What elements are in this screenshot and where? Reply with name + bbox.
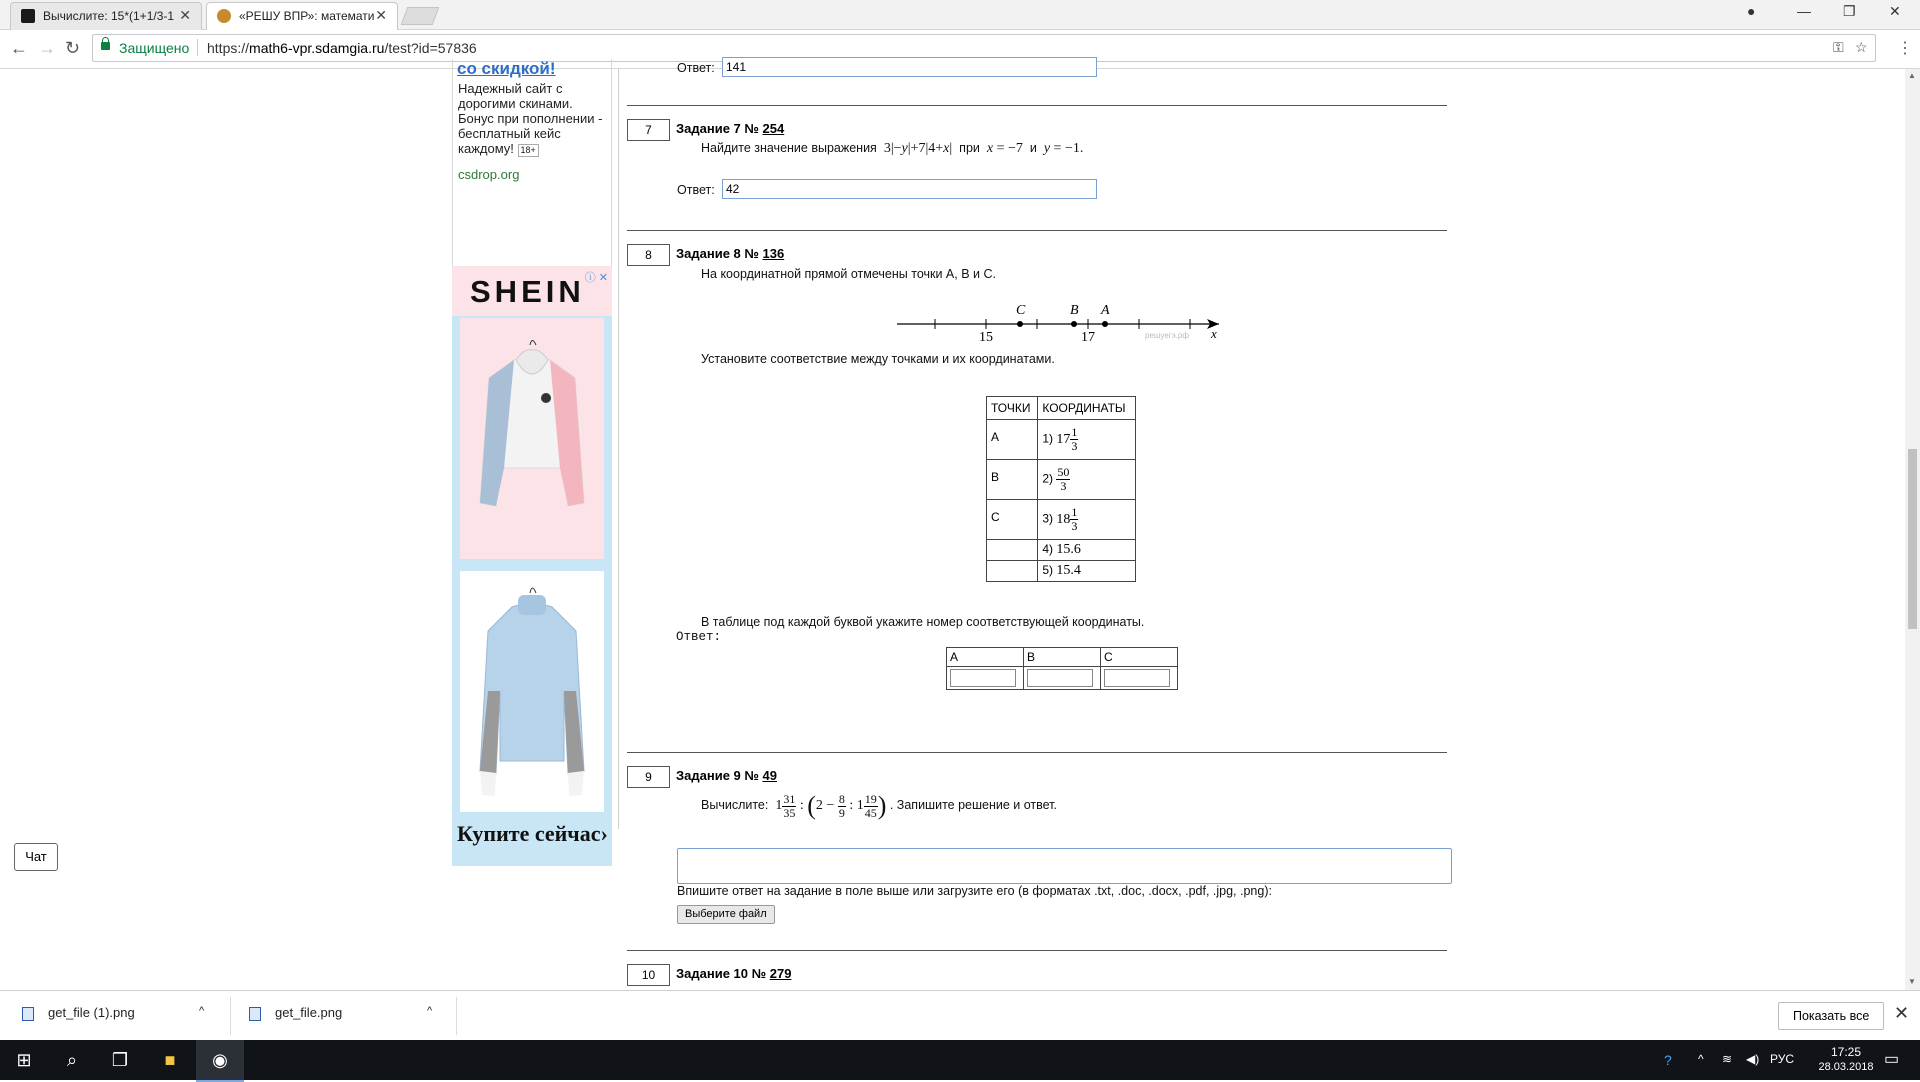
ad-shein[interactable]	[452, 266, 612, 866]
answer-table	[946, 647, 1178, 690]
chevron-up-icon[interactable]: ^	[1698, 1052, 1704, 1066]
download-item[interactable]: get_file.png	[275, 1005, 343, 1020]
ad-cta[interactable]: Купите сейчас›	[457, 821, 608, 846]
task-link[interactable]: 136	[762, 246, 785, 261]
secure-label: Защищено	[119, 40, 190, 56]
task-link[interactable]: 49	[762, 768, 777, 783]
window-close-icon[interactable]: ✕	[1889, 3, 1901, 19]
mixed-number: 17 $\frac{1}{3}$	[1056, 425, 1078, 453]
ad-link[interactable]: csdrop.org	[458, 167, 520, 182]
axis-label: x	[1211, 326, 1217, 341]
tab-reshu-vpr[interactable]	[206, 2, 398, 30]
upload-hint: Впишите ответ на задание в поле выше или загрузите его (в форматах .txt, .doc, .docx, .pdf, .jpg, .png):	[677, 884, 1272, 898]
task-title	[676, 246, 784, 261]
coord-cell	[1038, 561, 1136, 582]
bookmark-star-icon[interactable]: ☆	[1855, 39, 1868, 55]
ad-csdrop[interactable]	[452, 59, 612, 296]
image-file-icon	[249, 1007, 261, 1021]
show-all-button[interactable]: Показать все	[1778, 1002, 1884, 1030]
table-row	[987, 561, 1136, 582]
page-content	[0, 59, 1905, 990]
scroll-up-icon[interactable]: ▲	[1908, 71, 1916, 80]
forward-icon[interactable]: →	[38, 38, 56, 58]
answer-input[interactable]: 42	[722, 179, 1097, 199]
separator	[627, 950, 1447, 951]
answer-cell	[947, 667, 1024, 690]
tick-label: 15	[979, 330, 993, 345]
url-host: math6-vpr.sdamgia.ru	[249, 40, 385, 56]
page-scrollbar[interactable]	[1905, 69, 1920, 990]
point-label-b: B	[1070, 303, 1079, 318]
help-icon[interactable]: ?	[1664, 1052, 1672, 1068]
divider	[456, 997, 457, 1035]
point-label-a: A	[1101, 303, 1110, 318]
point-b	[1071, 321, 1077, 327]
ad-text-body: Надежный сайт с дорогими скинами. Бонус при пополнении - бесплатный кейс каждому!	[458, 81, 603, 156]
task-note: В таблице под каждой буквой укажите номер соответствующей координаты.	[701, 615, 1145, 629]
column-header: ТОЧКИ	[987, 397, 1038, 420]
age-badge: 18+	[518, 144, 539, 157]
fraction: $\frac{1}{3}$	[1071, 425, 1078, 453]
tick-label: 17	[1081, 330, 1095, 345]
windows-start-icon[interactable]: ⊞	[16, 1050, 32, 1070]
wifi-icon[interactable]: ≋	[1722, 1052, 1733, 1066]
answer-col-header: A	[947, 648, 1024, 667]
chrome-icon[interactable]: ◉	[196, 1040, 244, 1082]
task-text: Вычислите:	[701, 798, 769, 813]
task-instruction: Установите соответствие между точками и их координатами.	[701, 352, 1055, 366]
url-scheme: https://	[207, 40, 250, 56]
option-number: 5)	[1042, 563, 1054, 577]
option-value: 15.6	[1056, 542, 1081, 557]
fraction: $\frac{1}{3}$	[1071, 505, 1078, 533]
url-path: /test?id=57836	[384, 40, 477, 56]
separator	[627, 752, 1447, 753]
tab-calc[interactable]	[10, 2, 202, 30]
tab-title: «РЕШУ ВПР»: математи	[239, 9, 375, 23]
ad-headline[interactable]: со скидкой!	[457, 59, 556, 78]
option-number: 4)	[1042, 542, 1054, 556]
choose-file-button[interactable]: Выберите файл	[677, 905, 775, 924]
task-number: 9	[627, 766, 670, 788]
point-a	[1102, 321, 1108, 327]
fraction: $\frac{50}{3}$	[1057, 465, 1070, 493]
answer-input-a[interactable]	[950, 669, 1016, 687]
windows-taskbar	[0, 1040, 1920, 1080]
key-icon[interactable]: ⚿	[1833, 39, 1844, 55]
point-cell: A	[987, 420, 1038, 460]
tab-favicon	[21, 9, 35, 23]
task-text: На координатной прямой отмечены точки A, B и C.	[701, 267, 996, 281]
download-bar	[0, 990, 1920, 1041]
number-line	[895, 294, 1225, 344]
watermark: решуегэ.рф	[1145, 331, 1189, 340]
option-value: 15.4	[1056, 563, 1081, 578]
divider	[197, 39, 198, 56]
user-icon[interactable]: ●	[1747, 3, 1756, 19]
back-icon[interactable]: ←	[10, 38, 28, 58]
clock[interactable]	[1816, 1045, 1876, 1073]
task-link[interactable]: 254	[762, 121, 785, 136]
table-row	[987, 420, 1136, 460]
close-icon[interactable]: ✕	[375, 7, 387, 23]
notification-icon[interactable]: ▭	[1884, 1051, 1900, 1068]
task-text: и	[1029, 141, 1037, 155]
task-text: при	[959, 141, 980, 155]
clock-date: 28.03.2018	[1818, 1061, 1874, 1073]
task-title-text: Задание 7 №	[676, 121, 759, 136]
reload-icon[interactable]: ↻	[65, 38, 81, 58]
condition-x: x = −7	[986, 141, 1027, 156]
close-icon[interactable]: ✕	[179, 7, 191, 23]
point-cell: B	[987, 460, 1038, 500]
clock-time: 17:25	[1830, 1045, 1862, 1059]
url-text	[207, 40, 477, 56]
language-indicator[interactable]: РУС	[1770, 1052, 1795, 1066]
lock-icon	[101, 42, 110, 50]
product-image-hoodie[interactable]	[460, 318, 604, 559]
download-item[interactable]: get_file (1).png	[48, 1005, 135, 1020]
separator	[627, 230, 1447, 231]
chat-button[interactable]: Чат	[14, 843, 58, 871]
answer-input-row	[947, 667, 1178, 690]
prev-answer-label: Ответ:	[677, 61, 715, 75]
answer-input-c[interactable]	[1104, 669, 1170, 687]
task-number: 7	[627, 119, 670, 141]
chevron-up-icon[interactable]: ^	[199, 1005, 205, 1017]
condition-y: y = −1.	[1043, 141, 1084, 156]
expression: 3|−y|+7|4+x|	[880, 141, 956, 156]
task-title	[676, 966, 791, 981]
prev-answer-input[interactable]: 141	[722, 57, 1097, 77]
tab-strip	[0, 0, 1920, 30]
mixed-number: 18 $\frac{1}{3}$	[1056, 505, 1078, 533]
ad-close-icon[interactable]: ⓘ ✕	[584, 272, 608, 284]
coord-cell	[1038, 540, 1136, 561]
product-image-sweater[interactable]	[460, 571, 604, 812]
option-number: 2)	[1042, 471, 1054, 486]
answer-col-header: C	[1101, 648, 1178, 667]
ad-text	[458, 81, 608, 157]
task-title-text: Задание 8 №	[676, 246, 759, 261]
answer-header-row	[947, 648, 1178, 667]
file-explorer-icon[interactable]: ■	[164, 1050, 176, 1070]
table-row	[987, 540, 1136, 561]
divider	[230, 997, 231, 1035]
minimize-icon[interactable]: —	[1797, 3, 1811, 19]
option-number: 3)	[1042, 511, 1054, 526]
task-text: . Запишите решение и ответ.	[889, 798, 1057, 813]
table-row	[987, 460, 1136, 500]
column-header: КООРДИНАТЫ	[1038, 397, 1136, 420]
answer-cell	[1101, 667, 1178, 690]
expression: 1 $\frac{31}{35}$ : (2 − $\frac{8}{9}$ : 1 $\frac{19}{45}$ )	[771, 791, 887, 820]
image-file-icon	[22, 1007, 34, 1021]
task-title-text: Задание 9 №	[676, 768, 759, 783]
task-number: 10	[627, 964, 670, 986]
volume-icon[interactable]: ◀)	[1746, 1052, 1760, 1066]
coord-cell	[1038, 460, 1136, 500]
close-icon[interactable]: ✕	[1894, 1003, 1910, 1023]
shein-logo: SHEIN	[470, 274, 585, 309]
point-cell	[987, 561, 1038, 582]
point-cell: C	[987, 500, 1038, 540]
table-row	[987, 500, 1136, 540]
menu-icon[interactable]: ⋮	[1897, 40, 1913, 57]
answer-label: Ответ:	[676, 630, 722, 644]
correspondence-table	[986, 396, 1136, 582]
task-link[interactable]: 279	[769, 966, 792, 981]
answer-label: Ответ:	[677, 183, 715, 197]
point-cell	[987, 540, 1038, 561]
solution-textarea[interactable]	[677, 848, 1452, 884]
answer-col-header: B	[1024, 648, 1101, 667]
answer-input-b[interactable]	[1027, 669, 1093, 687]
scroll-down-icon[interactable]: ▼	[1908, 977, 1916, 986]
task7-statement	[701, 141, 1083, 157]
task9-statement	[701, 791, 1057, 821]
table-header-row	[987, 397, 1136, 420]
point-c	[1017, 321, 1023, 327]
chevron-up-icon[interactable]: ^	[427, 1005, 433, 1017]
search-icon[interactable]: ⌕	[66, 1050, 78, 1070]
point-label-c: C	[1016, 303, 1026, 318]
tab-title: Вычислите: 15*(1+1/3-1	[43, 9, 175, 23]
coord-cell	[1038, 420, 1136, 460]
task-view-icon[interactable]: ❐	[111, 1050, 129, 1070]
answer-cell	[1024, 667, 1101, 690]
task-text: Найдите значение выражения	[701, 141, 877, 155]
tab-favicon	[217, 9, 231, 23]
task-title	[676, 121, 784, 136]
separator	[627, 105, 1447, 106]
new-tab-button[interactable]	[401, 7, 440, 25]
task-title	[676, 768, 777, 783]
restore-icon[interactable]: ❐	[1843, 3, 1856, 19]
column-divider	[618, 69, 619, 829]
task-title-text: Задание 10 №	[676, 966, 767, 981]
option-number: 1)	[1042, 431, 1054, 446]
scrollbar-thumb[interactable]	[1908, 449, 1917, 629]
task-number: 8	[627, 244, 670, 266]
coord-cell	[1038, 500, 1136, 540]
